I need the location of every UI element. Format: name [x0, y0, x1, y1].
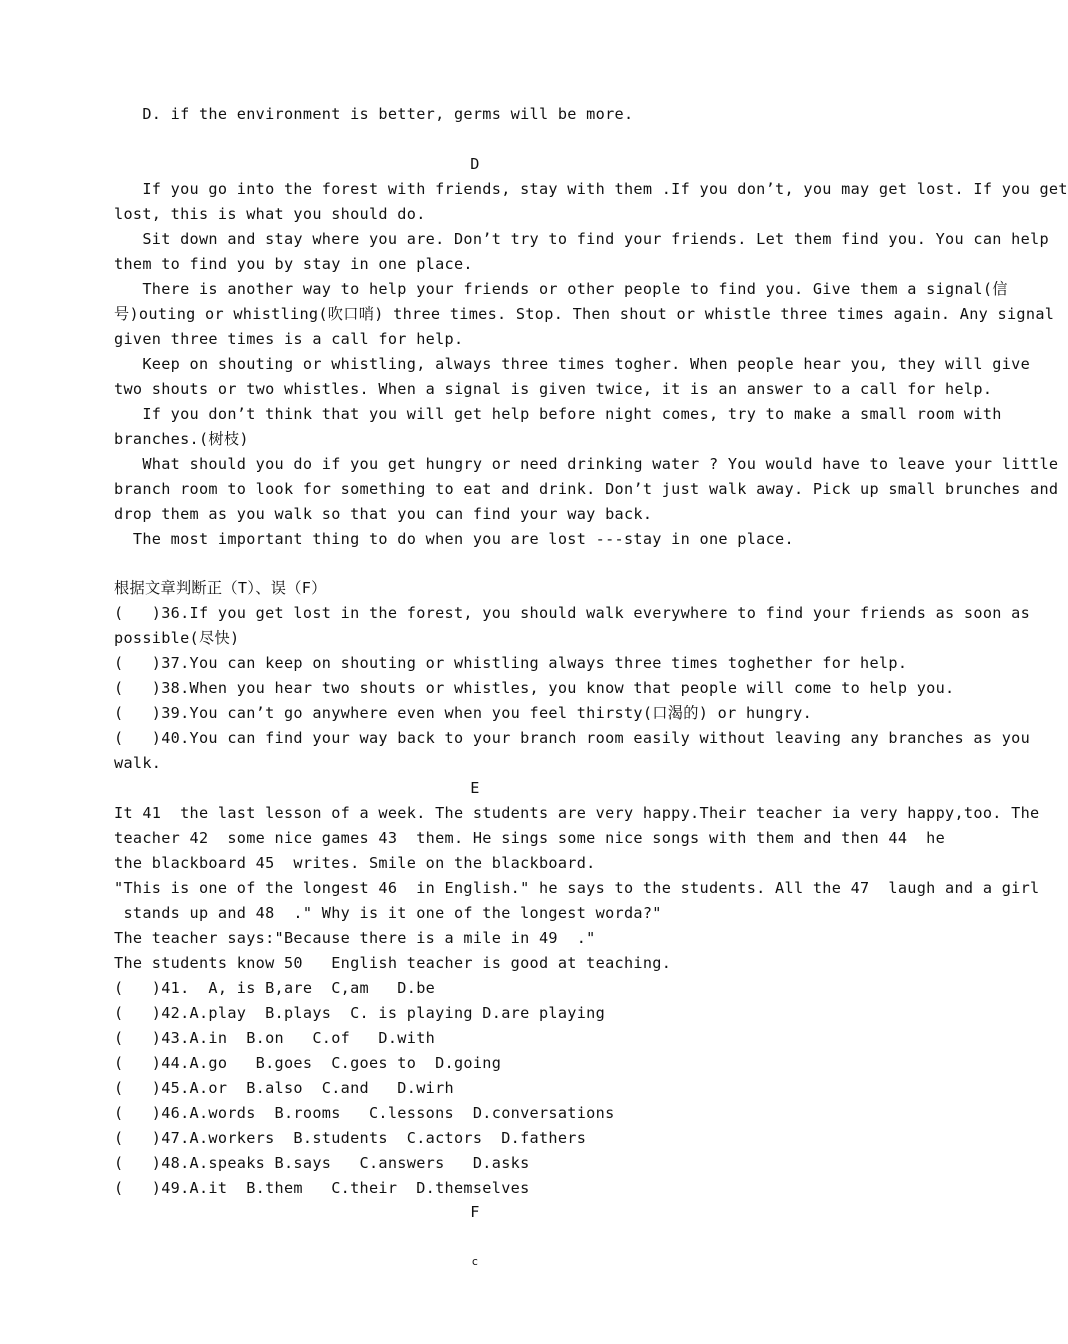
text-line: stands up and 48 ." Why is it one of the longest worda?"	[114, 904, 662, 922]
text-line: If you go into the forest with friends, stay with them .If you don’t, you may get lost. If you get	[114, 180, 1068, 198]
text-line: What should you do if you get hungry or need drinking water ? You would have to leave your little	[114, 455, 1059, 473]
text-line: walk.	[114, 754, 162, 772]
text-line: two shouts or two whistles. When a signal is given twice, it is an answer to a call for help.	[114, 380, 993, 398]
text-line: branch room to look for something to eat and drink. Don’t just walk away. Pick up small brunches and	[114, 480, 1059, 498]
text-line: ( )47.A.workers B.students C.actors D.fathers	[114, 1129, 587, 1147]
text-line: Keep on shouting or whistling, always three times togher. When people hear you, they will give	[114, 355, 1031, 373]
page-footer: c	[471, 1255, 479, 1268]
text-line: 号)outing or whistling(吹口哨) three times. Stop. Then shout or whistle three times again. Any signal	[114, 305, 1055, 323]
text-line: possible(尽快)	[114, 629, 240, 647]
text-line: ( )49.A.it B.them C.their D.themselves	[114, 1179, 530, 1197]
section-heading: F	[470, 1203, 480, 1221]
text-line: 根据文章判断正（T）、误（F）	[114, 579, 327, 597]
text-line: ( )48.A.speaks B.says C.answers D.asks	[114, 1154, 530, 1172]
text-line: given three times is a call for help.	[114, 330, 464, 348]
text-line: The most important thing to do when you are lost ---stay in one place.	[114, 530, 794, 548]
text-line: D. if the environment is better, germs will be more.	[114, 105, 634, 123]
text-line: branches.(树枝)	[114, 430, 249, 448]
text-line: ( )43.A.in B.on C.of D.with	[114, 1029, 436, 1047]
text-line: drop them as you walk so that you can find your way back.	[114, 505, 653, 523]
text-line: ( )40.You can find your way back to your branch room easily without leaving any branches as you	[114, 729, 1031, 747]
text-line: them to find you by stay in one place.	[114, 255, 473, 273]
text-line: ( )44.A.go B.goes C.goes to D.going	[114, 1054, 502, 1072]
text-line: ( )36.If you get lost in the forest, you should walk everywhere to find your friends as soon as	[114, 604, 1031, 622]
text-line: Sit down and stay where you are. Don’t try to find your friends. Let them find you. You can help	[114, 230, 1049, 248]
text-line: lost, this is what you should do.	[114, 205, 426, 223]
text-line: It 41 the last lesson of a week. The students are very happy.Their teacher ia very happy,too. The	[114, 804, 1040, 822]
text-line: If you don’t think that you will get help before night comes, try to make a small room with	[114, 405, 1002, 423]
text-line: The students know 50 English teacher is good at teaching.	[114, 954, 672, 972]
section-heading: E	[470, 779, 480, 797]
text-line: The teacher says:"Because there is a mile in 49 ."	[114, 929, 596, 947]
section-heading: D	[470, 155, 480, 173]
text-line: ( )42.A.play B.plays C. is playing D.are playing	[114, 1004, 606, 1022]
text-line: ( )45.A.or B.also C.and D.wirh	[114, 1079, 454, 1097]
text-line: ( )41. A, is B,are C,am D.be	[114, 979, 436, 997]
text-line: ( )37.You can keep on shouting or whistling always three times toghether for help.	[114, 654, 908, 672]
text-line: ( )46.A.words B.rooms C.lessons D.conversations	[114, 1104, 615, 1122]
text-line: ( )38.When you hear two shouts or whistles, you know that people will come to help you.	[114, 679, 955, 697]
text-line: teacher 42 some nice games 43 them. He sings some nice songs with them and then 44 he	[114, 829, 946, 847]
text-line: "This is one of the longest 46 in English." he says to the students. All the 47 laugh and a girl	[114, 879, 1040, 897]
text-line: ( )39.You can’t go anywhere even when you feel thirsty(口渴的) or hungry.	[114, 704, 813, 722]
text-line: There is another way to help your friends or other people to find you. Give them a signal(信	[114, 280, 1008, 298]
text-line: the blackboard 45 writes. Smile on the blackboard.	[114, 854, 596, 872]
